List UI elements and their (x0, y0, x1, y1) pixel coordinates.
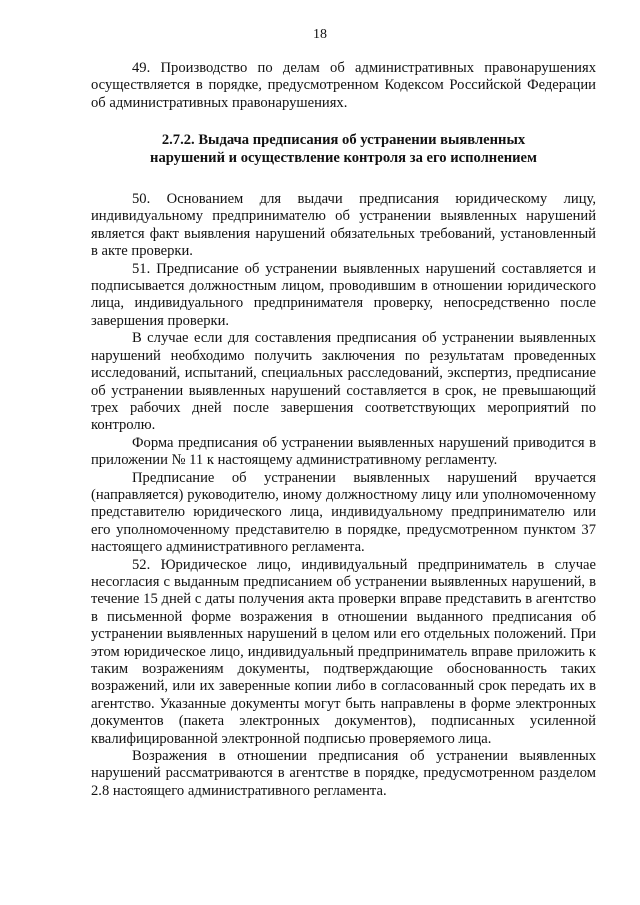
paragraph-49: 49. Производство по делам об административных правонарушениях осуществляется в порядке, предусмотренном Кодексом Российской Федерации об административных правонарушениях. (91, 60, 596, 111)
paragraph-50: 50. Основанием для выдачи предписания юридическому лицу, индивидуальному предпринимателю об устранении выявленных нарушений является факт выявления нарушений обязательных требований, установленный в акте проверки. (91, 191, 596, 260)
section-heading-line-2: нарушений и осуществление контроля за его исполнением (150, 149, 537, 166)
section-heading-line-1: 2.7.2. Выдача предписания об устранении выявленных (161, 132, 526, 149)
paragraph-51: 51. Предписание об устранении выявленных нарушений составляется и подписывается должностным лицом, проводившим в отношении юридического лица, индивидуального предпринимателя проверку, непосредственно после завершения проверки. (91, 260, 596, 329)
section-heading-2-7-2 (91, 132, 596, 167)
paragraph-51-form-appendix: Форма предписания об устранении выявленных нарушений приводится в приложении № 11 к настоящему административному регламенту. (91, 434, 596, 469)
paragraph-52-objections-review: Возражения в отношении предписания об устранении выявленных нарушений рассматриваются в агентстве в порядке, предусмотренном разделом 2.8 настоящего административного регламента. (91, 748, 596, 799)
paragraph-51-expert-conclusions: В случае если для составления предписания об устранении выявленных нарушений необходимо получить заключения по результатам проведенных исследований, испытаний, специальных расследований, экспертиз, предписание об устранении выявленных нарушений составляется в срок, не превышающий трех рабочих дней после завершения соответствующих мероприятий по контролю. (91, 330, 596, 434)
paragraph-51-delivery: Предписание об устранении выявленных нарушений вручается (направляется) руководителю, иному должностному лицу или уполномоченному представителю юридического лица, индивидуальному предпринимателю или его уполномоченному представителю в порядке, предусмотренном пунктом 37 настоящего административного регламента. (91, 469, 596, 556)
page-number: 18 (313, 27, 327, 42)
document-body (91, 60, 596, 800)
paragraph-52: 52. Юридическое лицо, индивидуальный предприниматель в случае несогласия с выданным предписанием об устранении выявленных нарушений, в течение 15 дней с даты получения акта проверки вправе представить в агентство в письменной форме возражения в отношении выданного предписания об устранении выявленных нарушений в целом или его отдельных положений. При этом юридическое лицо, индивидуальный предприниматель вправе приложить к таким возражениям документы, подтверждающие обоснованность таких возражений, или их заверенные копии либо в согласованный срок передать их в агентство. Указанные документы могут быть направлены в форме электронных документов (пакета электронных документов), подписанных усиленной квалифицированной электронной подписью проверяемого лица. (91, 556, 596, 747)
